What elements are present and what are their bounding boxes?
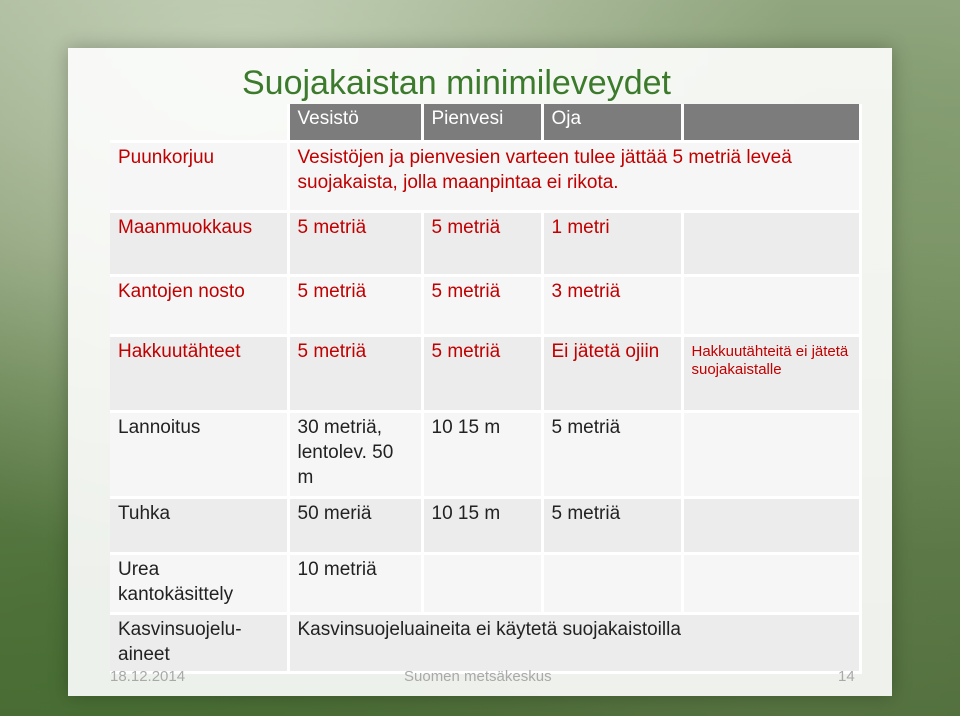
- table-row: [110, 212, 860, 276]
- row-label: Kasvinsuojelu-aineet: [110, 614, 288, 673]
- cell-vesisto: 5 metriä: [288, 336, 422, 412]
- cell-pienvesi: 5 metriä: [422, 336, 542, 412]
- table-row: [110, 614, 860, 673]
- header-oja: Oja: [542, 104, 682, 142]
- merged-note-cell: Vesistöjen ja pienvesien varteen tulee jättää 5 metriä leveä suojakaista, jolla maanpintaa ei rikota.: [288, 142, 860, 212]
- header-corner: [110, 104, 288, 142]
- cell-extra: [682, 498, 860, 554]
- buffer-width-table: [110, 104, 862, 674]
- row-label: Puunkorjuu: [110, 142, 288, 212]
- cell-pienvesi: 5 metriä: [422, 276, 542, 336]
- header-pienvesi: Pienvesi: [422, 104, 542, 142]
- cell-pienvesi: [422, 554, 542, 614]
- footer-organization: Suomen metsäkeskus: [404, 668, 552, 685]
- header-extra: [682, 104, 860, 142]
- cell-vesisto: 10 metriä: [288, 554, 422, 614]
- cell-pienvesi: 5 metriä: [422, 212, 542, 276]
- cell-extra: Hakkuutähteitä ei jätetä suojakaistalle: [682, 336, 860, 412]
- cell-oja: 3 metriä: [542, 276, 682, 336]
- row-label: Urea kantokäsittely: [110, 554, 288, 614]
- cell-oja: 1 metri: [542, 212, 682, 276]
- table-row: [110, 412, 860, 498]
- cell-oja: Ei jätetä ojiin: [542, 336, 682, 412]
- footer-date: 18.12.2014: [110, 668, 186, 685]
- cell-oja: [542, 554, 682, 614]
- cell-vesisto: 30 metriä, lentolev. 50 m: [288, 412, 422, 498]
- cell-vesisto: 5 metriä: [288, 276, 422, 336]
- cell-pienvesi: 10 15 m: [422, 412, 542, 498]
- cell-extra: [682, 412, 860, 498]
- slide-title: Suojakaistan minimileveydet: [242, 64, 671, 102]
- merged-note-cell: Kasvinsuojeluaineita ei käytetä suojakaistoilla: [288, 614, 860, 673]
- cell-extra: [682, 554, 860, 614]
- table-row: [110, 554, 860, 614]
- table-row: [110, 276, 860, 336]
- row-label: Lannoitus: [110, 412, 288, 498]
- cell-extra: [682, 276, 860, 336]
- table-header-row: [110, 104, 860, 142]
- cell-pienvesi: 10 15 m: [422, 498, 542, 554]
- row-label: Kantojen nosto: [110, 276, 288, 336]
- table-row: [110, 142, 860, 212]
- cell-extra: [682, 212, 860, 276]
- table-row: [110, 336, 860, 412]
- header-vesisto: Vesistö: [288, 104, 422, 142]
- row-label: Tuhka: [110, 498, 288, 554]
- cell-vesisto: 50 meriä: [288, 498, 422, 554]
- table-row: [110, 498, 860, 554]
- cell-oja: 5 metriä: [542, 412, 682, 498]
- row-label: Hakkuutähteet: [110, 336, 288, 412]
- footer-page-number: 14: [838, 668, 855, 685]
- cell-oja: 5 metriä: [542, 498, 682, 554]
- row-label: Maanmuokkaus: [110, 212, 288, 276]
- cell-vesisto: 5 metriä: [288, 212, 422, 276]
